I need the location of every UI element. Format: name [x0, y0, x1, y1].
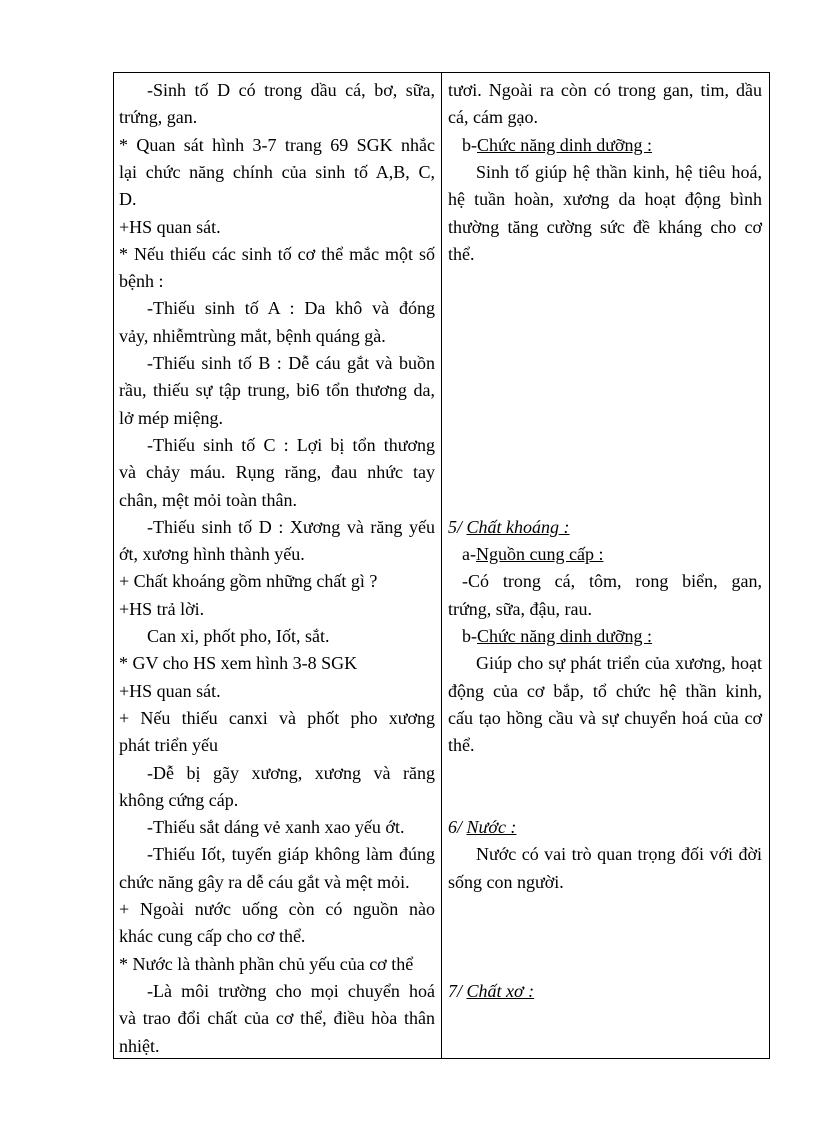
line-text: Sinh tố giúp hệ thần kinh, hệ tiêu hoá,: [476, 161, 762, 182]
line-text: thể.: [448, 243, 475, 264]
text-line: D.: [119, 189, 137, 210]
line-text: động của cơ bắp, tổ chức hệ thần kinh,: [448, 680, 762, 701]
line-text: trứng, sữa, đậu, rau.: [448, 598, 592, 619]
line-text: thể.: [448, 735, 475, 756]
text-line: chân, mệt mỏi toàn thân.: [119, 489, 297, 510]
text-line: -Dễ bị gãy xương, xương và răng: [147, 762, 435, 783]
section-heading: [448, 132, 762, 159]
line-text: thường tăng cường sức đề kháng cho cơ: [448, 216, 762, 237]
text-line: * Quan sát hình 3-7 trang 69 SGK nhắc: [119, 134, 435, 155]
section-heading: [448, 623, 762, 650]
text-line: +HS quan sát.: [119, 216, 221, 237]
text-line: [448, 159, 762, 186]
heading-title: Chức năng dinh dưỡng :: [477, 626, 653, 646]
text-line: [448, 186, 762, 213]
line-text: Giúp cho sự phát triển của xương, hoạt: [476, 653, 762, 674]
text-line: lở mép miệng.: [119, 407, 224, 428]
text-line: [448, 869, 762, 896]
heading-title: Nước :: [466, 817, 517, 838]
text-line: * Nếu thiếu các sinh tố cơ thể mắc một số: [119, 243, 435, 264]
text-line: ớt, xương hình thành yếu.: [119, 544, 305, 565]
text-line: [448, 568, 762, 595]
text-line: +HS quan sát.: [119, 680, 221, 701]
content-table: [113, 72, 770, 1059]
text-line: vảy, nhiễmtrùng mắt, bệnh quáng gà.: [119, 325, 386, 346]
heading-prefix: 6/: [448, 817, 467, 838]
text-line: chức năng gây ra dễ cáu gắt và mệt mỏi.: [119, 871, 410, 892]
line-text: -Có trong cá, tôm, rong biển, gan,: [462, 571, 762, 592]
text-line: + Ngoài nước uống còn có nguồn nào: [119, 899, 435, 919]
text-line: rầu, thiếu sự tập trung, bi6 tổn thương da,: [119, 380, 435, 401]
text-line: [448, 841, 762, 868]
text-line: -Thiếu sinh tố B : Dễ cáu gắt và buồn: [147, 353, 435, 373]
text-line: * Nước là thành phần chủ yếu của cơ thể: [119, 953, 414, 974]
text-line: -Thiếu Iốt, tuyến giáp không làm đúng: [147, 844, 435, 865]
line-text: hệ tuần hoàn, xương da hoạt động bình: [448, 189, 762, 210]
section-heading: [448, 978, 762, 1005]
text-line: và trao đổi chất của cơ thể, điều hòa thân: [119, 1008, 435, 1029]
text-line: bệnh :: [119, 271, 164, 292]
text-line: -Thiếu sinh tố C : Lợi bị tổn thương: [147, 434, 435, 455]
column-divider: [441, 73, 442, 1058]
heading-title: Chức năng dinh dưỡng :: [477, 134, 653, 155]
heading-prefix: b-: [462, 134, 477, 155]
heading-title: Nguồn cung cấp :: [475, 544, 604, 565]
text-line: [448, 596, 762, 623]
text-line: +HS trả lời.: [119, 598, 205, 619]
line-text: cá, cám gạo.: [448, 107, 538, 128]
text-line: [448, 732, 762, 759]
text-line: [448, 678, 762, 705]
text-line: phát triển yếu: [119, 735, 218, 756]
section-heading: [448, 814, 762, 841]
heading-prefix: b-: [462, 626, 477, 646]
text-line: -Thiếu sắt dáng vẻ xanh xao yếu ớt.: [147, 817, 405, 838]
line-text: cấu tạo hồng cầu và sự chuyển hoá của cơ: [448, 707, 762, 728]
text-line: + Chất khoáng gồm những chất gì ?: [119, 571, 378, 592]
text-line: + Nếu thiếu canxi và phốt pho xương: [119, 707, 435, 728]
heading-prefix: 7/: [448, 980, 467, 1001]
text-line: [448, 241, 762, 268]
text-line: * GV cho HS xem hình 3-8 SGK: [119, 653, 358, 674]
text-line: Can xi, phốt pho, Iốt, sắt.: [147, 626, 330, 646]
text-line: -Là môi trường cho mọi chuyển hoá: [147, 980, 435, 1001]
section-heading: [448, 514, 762, 541]
line-text: sống con người.: [448, 871, 564, 892]
section-heading: [448, 541, 762, 568]
text-line: và chảy máu. Rụng răng, đau nhức tay: [119, 462, 435, 483]
line-text: tươi. Ngoài ra còn có trong gan, tim, dầu: [448, 80, 762, 100]
heading-prefix: 5/: [448, 516, 467, 537]
text-line: [448, 705, 762, 732]
text-line: [448, 104, 762, 131]
text-line: khác cung cấp cho cơ thể.: [119, 926, 306, 947]
heading-prefix: a-: [462, 544, 476, 565]
text-line: nhiệt.: [119, 1035, 160, 1056]
text-line: [448, 214, 762, 241]
text-line: -Thiếu sinh tố A : Da khô và đóng: [147, 298, 435, 319]
line-text: Nước có vai trò quan trọng đối với đời: [476, 844, 762, 865]
text-line: -Sinh tố D có trong dầu cá, bơ, sữa,: [147, 80, 435, 100]
heading-title: Chất khoáng :: [466, 516, 570, 537]
left-column: [119, 73, 435, 1058]
text-line: lại chức năng chính của sinh tố A,B, C,: [119, 161, 435, 182]
text-line: trứng, gan.: [119, 107, 198, 128]
heading-title: Chất xơ :: [466, 980, 535, 1001]
text-line: [448, 77, 762, 104]
text-line: [448, 650, 762, 677]
right-column: [448, 73, 762, 1058]
text-line: không cứng cáp.: [119, 789, 239, 810]
text-line: -Thiếu sinh tố D : Xương và răng yếu: [147, 516, 435, 537]
